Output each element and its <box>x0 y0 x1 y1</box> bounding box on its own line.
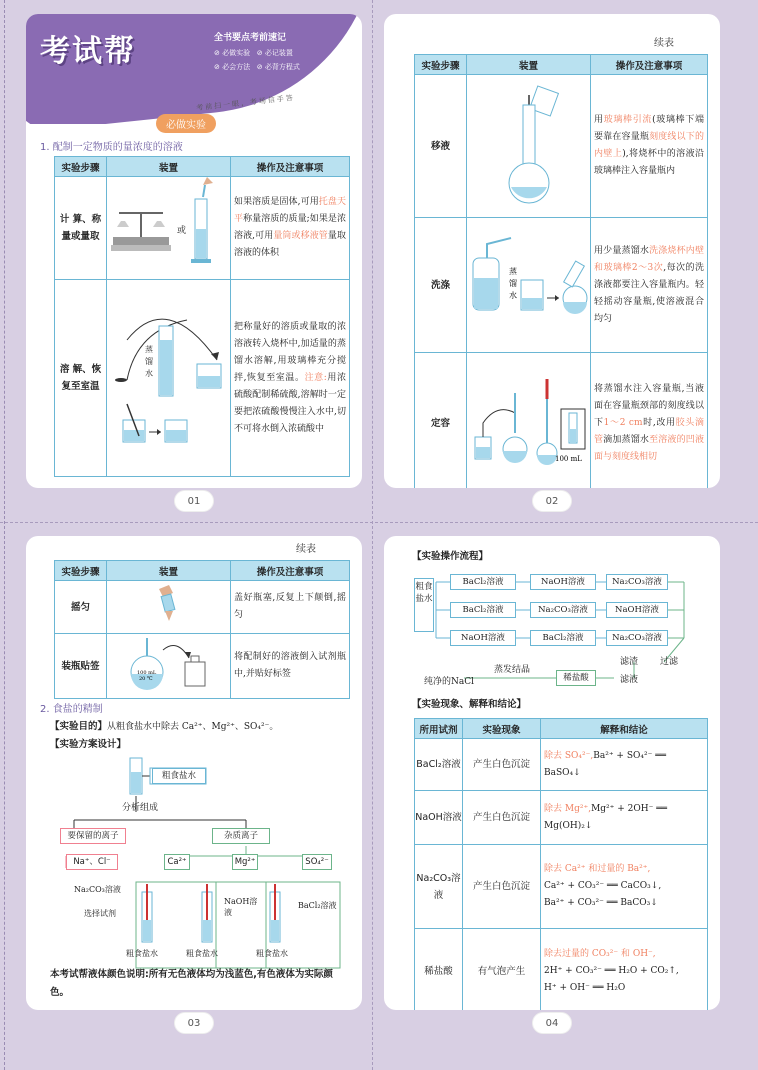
conclusion-cell: 除去 SO₄²⁻,Ba²⁺ + SO₄²⁻ ══ BaSO₄↓ <box>541 739 708 791</box>
hcl-box: 稀盐酸 <box>556 670 596 686</box>
svg-text:蒸: 蒸 <box>145 345 153 354</box>
raw-brine-box: 粗食盐水 <box>152 768 206 784</box>
page-number: 01 <box>174 490 214 512</box>
page-divider-vertical <box>372 0 373 1070</box>
observation-table <box>414 718 708 1010</box>
device-cell <box>467 75 591 218</box>
table-row <box>415 791 708 845</box>
color-note: 本考试帮液体颜色说明:所有无色液体均为浅蓝色,有色液体为实际颜色。 <box>50 969 333 998</box>
col-header-device: 装置 <box>467 55 591 75</box>
filter-label: 过滤 <box>660 657 679 667</box>
col-header-ops: 操作及注意事项 <box>231 561 350 581</box>
product-label: 纯净的NaCl <box>424 677 475 687</box>
brand-slogan: 考前扫一眼，考场信手答 <box>195 93 296 113</box>
tube-label: 粗食盐水 <box>126 949 158 958</box>
flow-step: BaCl₂溶液 <box>450 602 516 618</box>
step-cell: 洗涤 <box>415 218 467 353</box>
reagent-bacl2: BaCl₂溶液 <box>298 901 337 910</box>
ion-ca: Ca²⁺ <box>164 854 190 870</box>
reagent-cell: BaCl₂溶液 <box>415 739 463 791</box>
analysis-label: 分析组成 <box>122 803 159 813</box>
phenomenon-cell: 产生白色沉淀 <box>463 791 541 845</box>
device-cell <box>467 218 591 353</box>
col-header-ops: 操作及注意事项 <box>591 55 708 75</box>
page-3 <box>26 536 362 1010</box>
reagent-cell: 稀盐酸 <box>415 929 463 1011</box>
tube-label: 粗食盐水 <box>256 949 288 958</box>
brand-logo: 考试帮 <box>40 34 136 69</box>
wash-illustration <box>467 218 589 346</box>
purpose-text: 从粗食盐水中除去 Ca²⁺、Mg²⁺、SO₄²⁻。 <box>107 722 279 732</box>
table-row <box>415 353 708 489</box>
binding-stitch <box>4 0 5 1070</box>
svg-text:蒸: 蒸 <box>509 267 517 276</box>
ion-mg: Mg²⁺ <box>232 854 258 870</box>
page-divider-horizontal <box>0 522 758 523</box>
reagent-na2co3: Na₂CO₃溶液 <box>74 885 121 894</box>
device-cell <box>107 634 231 699</box>
ops-cell: 把称量好的溶质或量取的浓溶液转入烧杯中,加适量的蒸馏水溶解,用玻璃棒充分搅拌,恢复至室温。注意:用浓硫酸配制稀硫酸,溶解时一定要把浓硫酸慢慢注入水中,切不可将水倒入浓硫酸中 <box>231 280 350 477</box>
impurity-ions-box: 杂质离子 <box>212 828 270 844</box>
flow-step: NaOH溶液 <box>530 574 596 590</box>
svg-text:20 ℃: 20 ℃ <box>139 676 153 682</box>
continued-label: 续表 <box>296 544 316 555</box>
flow-step: NaOH溶液 <box>606 602 668 618</box>
bottling-illustration <box>107 634 229 692</box>
residue-label: 滤渣 <box>620 657 639 667</box>
flow-source: 粗食盐水 <box>414 578 434 632</box>
brand-subtitle: 全书要点考前速记 <box>214 33 287 43</box>
ops-cell: 盖好瓶塞,反复上下颠倒,摇匀 <box>231 581 350 634</box>
section-title: 1. 配制一定物质的量浓度的溶液 <box>40 142 183 153</box>
col-header-device: 装置 <box>107 157 231 177</box>
phenomenon-cell: 产生白色沉淀 <box>463 845 541 929</box>
page-2 <box>384 14 720 488</box>
col-header-reagent: 所用试剂 <box>415 719 463 739</box>
flow-step: Na₂CO₃溶液 <box>606 574 668 590</box>
page-number: 02 <box>532 490 572 512</box>
obs-title: 【实验现象、解释和结论】 <box>412 699 527 710</box>
col-header-ops: 操作及注意事项 <box>231 157 350 177</box>
conclusion-cell: 除去 Ca²⁺ 和过量的 Ba²⁺, Ca²⁺ + CO₃²⁻ ══ CaCO₃↓, Ba²⁺ + CO₃²⁻ ══ BaCO₃↓ <box>541 845 708 929</box>
purpose-label: 【实验目的】从粗食盐水中除去 Ca²⁺、Mg²⁺、SO₄²⁻。 <box>50 721 279 732</box>
table-row <box>415 929 708 1011</box>
section-title-2: 2. 食盐的精制 <box>40 704 103 715</box>
design-label: 【实验方案设计】 <box>50 739 127 750</box>
filtrate-label: 滤液 <box>620 675 639 685</box>
device-cell <box>467 353 591 489</box>
experiment-table-continued <box>414 54 708 488</box>
svg-text:馏: 馏 <box>145 357 153 366</box>
flow-step: BaCl₂溶液 <box>530 630 596 646</box>
balance-cylinder-illustration <box>107 177 229 273</box>
col-header-phenomenon: 实验现象 <box>463 719 541 739</box>
flow-step: NaOH溶液 <box>450 630 516 646</box>
flow-step: Na₂CO₃溶液 <box>530 602 596 618</box>
flow-title: 【实验操作流程】 <box>412 551 489 562</box>
step-cell: 装瓶贴签 <box>55 634 107 699</box>
conclusion-cell: 除去过量的 CO₃²⁻ 和 OH⁻, 2H⁺ + CO₃²⁻ ══ H₂O + CO₂↑, H⁺ + OH⁻ ══ H₂O <box>541 929 708 1011</box>
col-header-step: 实验步骤 <box>55 157 107 177</box>
flow-step: Na₂CO₃溶液 <box>606 630 668 646</box>
table-row <box>55 280 350 477</box>
brand-header <box>26 14 362 124</box>
page-1 <box>26 14 362 488</box>
ion-so4: SO₄²⁻ <box>302 854 332 870</box>
reagent-naoh: NaOH溶液 <box>224 897 258 917</box>
ops-cell: 将蒸馏水注入容量瓶,当液面在容量瓶颈部的刻度线以下1～2 cm时,改用胶头滴管滴加蒸馏水至溶液的凹液面与刻度线相切 <box>591 353 708 489</box>
device-cell <box>107 177 231 280</box>
table-row <box>415 845 708 929</box>
step-cell: 摇匀 <box>55 581 107 634</box>
table-row <box>415 739 708 791</box>
continued-label: 续表 <box>654 38 674 49</box>
ops-cell: 将配制好的溶液倒入试剂瓶中,并贴好标签 <box>231 634 350 699</box>
evap-label: 蒸发结晶 <box>494 665 531 675</box>
experiment-table <box>54 156 350 477</box>
select-reagent-label: 选择试剂 <box>84 909 116 918</box>
tube-label: 粗食盐水 <box>186 949 218 958</box>
step-cell: 计 算、称量或量取 <box>55 177 107 280</box>
table-row <box>55 177 350 280</box>
reagent-cell: NaOH溶液 <box>415 791 463 845</box>
table-row <box>415 75 708 218</box>
svg-text:馏: 馏 <box>509 279 517 288</box>
step-cell: 移液 <box>415 75 467 218</box>
shake-illustration <box>107 581 229 627</box>
experiment-table-continued <box>54 560 350 699</box>
keep-ions-values: Na⁺、Cl⁻ <box>66 854 118 870</box>
page-4 <box>384 536 720 1010</box>
flow-step: BaCl₂溶液 <box>450 574 516 590</box>
phenomenon-cell: 产生白色沉淀 <box>463 739 541 791</box>
section-badge: 必做实验 <box>156 114 216 133</box>
ops-cell: 用少量蒸馏水洗涤烧杯内壁和玻璃棒2～3次,每次的洗涤液都要注入容量瓶内。轻轻摇动容量瓶,使溶液混合均匀 <box>591 218 708 353</box>
col-header-device: 装置 <box>107 561 231 581</box>
col-header-step: 实验步骤 <box>415 55 467 75</box>
phenomenon-cell: 有气泡产生 <box>463 929 541 1011</box>
reagent-cell: Na₂CO₃溶液 <box>415 845 463 929</box>
col-header-step: 实验步骤 <box>55 561 107 581</box>
page-number: 03 <box>174 1012 214 1034</box>
page-number: 04 <box>532 1012 572 1034</box>
fix-volume-illustration <box>467 353 589 487</box>
dissolve-illustration <box>107 280 229 470</box>
ops-cell: 如果溶质是固体,可用托盘天平称量溶质的质量;如果是浓溶液,可用量筒或移液管量取溶液的体积 <box>231 177 350 280</box>
device-cell <box>107 280 231 477</box>
step-cell: 溶 解、恢复至室温 <box>55 280 107 477</box>
ops-cell: 用玻璃棒引流(玻璃棒下端要靠在容量瓶刻度线以下的内壁上),将烧杯中的溶液沿玻璃棒注入容量瓶内 <box>591 75 708 218</box>
svg-text:水: 水 <box>145 369 153 378</box>
transfer-illustration <box>467 75 589 211</box>
svg-text:100 mL: 100 mL <box>137 670 157 676</box>
svg-text:水: 水 <box>509 291 517 300</box>
conclusion-cell: 除去 Mg²⁺,Mg²⁺ + 2OH⁻ ══ Mg(OH)₂↓ <box>541 791 708 845</box>
table-row <box>55 581 350 634</box>
keep-ions-box: 要保留的离子 <box>60 828 126 844</box>
device-cell <box>107 581 231 634</box>
or-label: 或 <box>177 226 187 236</box>
volume-label: 100 mL <box>555 455 582 463</box>
col-header-conclusion: 解释和结论 <box>541 719 708 739</box>
table-row <box>415 218 708 353</box>
brand-items: ⊘ 必做实验 ⊘ 必记装置 ⊘ 必会方法 ⊘ 必背方程式 <box>214 49 300 71</box>
step-cell: 定容 <box>415 353 467 489</box>
table-row <box>55 634 350 699</box>
